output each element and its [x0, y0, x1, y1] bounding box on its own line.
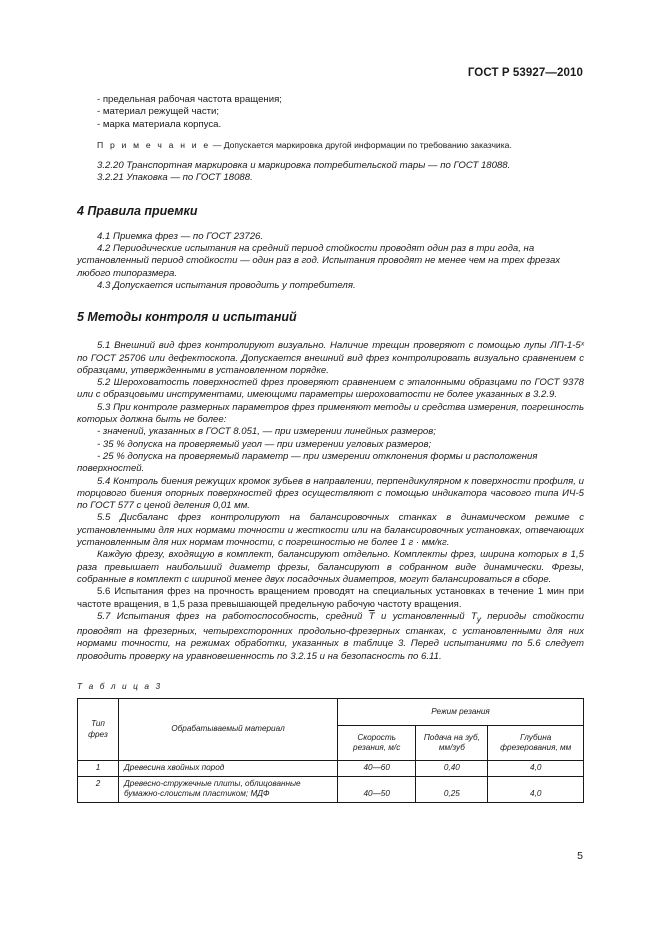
- section-4-title: 4 Правила приемки: [77, 203, 198, 218]
- clause-4-1: 4.1 Приемка фрез — по ГОСТ 23726.: [97, 230, 264, 242]
- cell-material: Древесина хвойных пород: [119, 761, 338, 777]
- clause-3-2-21: 3.2.21 Упаковка — по ГОСТ 18088.: [97, 172, 253, 184]
- cutting-modes-table: [77, 698, 584, 803]
- list-item: - значений, указанных в ГОСТ 8.051, — при измерении линейных размеров;: [97, 426, 436, 438]
- cell-feed: 0,40: [416, 761, 488, 777]
- standard-header: ГОСТ Р 53927—2010: [467, 67, 583, 79]
- col-header-feed: Подача на зуб, мм/зуб: [416, 726, 488, 761]
- mean-period-symbol: $\overline{T}$: [368, 610, 375, 622]
- note-label: П р и м е ч а н и е: [97, 139, 211, 150]
- subscript-y: y: [476, 614, 481, 624]
- col-header-material: Обрабатываемый материал: [119, 699, 338, 761]
- list-item: - предельная рабочая частота вращения;: [97, 94, 282, 105]
- table-row: [78, 776, 584, 802]
- col-header-mode: Режим резания: [338, 699, 584, 726]
- clause-4-2: 4.2 Периодические испытания на средний период стойкости проводят один раз в три года, на установленный период стойкости — один раз в год. Испытания проводят не менее чем на трех фрезах любого типоразмера.: [77, 243, 561, 279]
- list-item: - 25 % допуска на проверяемый параметр — при измерении отклонения формы и расположения поверхностей.: [77, 450, 538, 475]
- clause-5-5: 5.5 Дисбаланс фрез контролируют на балансировочных станках в динамическом режиме с установленными для них нормами точности и жесткости или на балансировочных установках, отвечающих установленным для них нормам точности, с погрешностью не более 1 г · мм/кг.: [77, 512, 584, 549]
- clause-5-7-part: и установленный T: [374, 610, 477, 622]
- page-content: [77, 94, 584, 803]
- table-row: [78, 761, 584, 777]
- col-header-speed: Скорость резания, м/с: [338, 726, 416, 761]
- cell-depth: 4,0: [488, 761, 584, 777]
- clause-5-2: 5.2 Шероховатость поверхностей фрез проверяют сравнением с эталонными образцами по ГОСТ 9378 или с образцовыми инструментами, имеющими параметры шероховатости не более указанных в 3.2.9.: [77, 377, 584, 401]
- clause-3-2-20: 3.2.20 Транспортная маркировка и маркировка потребительской тары — по ГОСТ 18088.: [97, 160, 511, 172]
- list-item: - материал режущей части;: [97, 106, 220, 118]
- table-caption: Т а б л и ц а 3: [77, 680, 163, 691]
- cell-speed: 40—60: [338, 761, 416, 777]
- cell-depth: 4,0: [488, 776, 584, 802]
- clause-5-5-balancing: Каждую фрезу, входящую в комплект, балансируют отдельно. Комплекты фрез, ширина которых в 1,5 раза превышает наибольший диаметр фрезы, балансируют в собранном виде динамически. Фрезы, собранные в комплект с шириной менее двух посадочных диаметров, могут балансироваться в сборе.: [77, 549, 584, 585]
- note-text: — Допускается маркировка другой информации по требованию заказчика.: [210, 139, 512, 150]
- clause-5-4: 5.4 Контроль биения режущих кромок зубьев в направлении, перпендикулярном к поверхности профиля, и торцового биения опорных поверхностей фрез осуществляют с помощью индикатора часового типа ИЧ-5 по ГОСТ 577 с ценой деления 0,01 мм.: [77, 475, 584, 512]
- cell-type: 1: [78, 761, 119, 777]
- clause-4-3: 4.3 Допускается испытания проводить у потребителя.: [97, 279, 356, 291]
- clause-5-7-part: 5.7 Испытания фрез на работоспособность, средний: [97, 610, 369, 622]
- cell-speed: 40—50: [338, 776, 416, 802]
- cell-feed: 0,25: [416, 776, 488, 802]
- clause-5-1: 5.1 Внешний вид фрез контролируют визуально. Наличие трещин проверяют с помощью лупы ЛП-1-5ˣ по ГОСТ 25706 или дефектоскопа. Допускается внешний вид фрез контролировать визуально сравнением с образцами, утвержденными в установленном порядке.: [77, 340, 584, 376]
- clause-5-6: 5.6 Испытания фрез на прочность вращением проводят на специальных установках в течение 1 мин при частоте вращения, в 1,5 раза превышающей предельную рабочую частоту вращения.: [77, 586, 584, 610]
- note: [77, 139, 584, 151]
- clause-5-7-part: периоды стойкости проводят на фрезерных, четырехсторонних продольно-фрезерных станках, с установленными для них нормами точности, на режимах обработки, указанных в таблице 3. Перед испытаниями по 5.6 следует проводить проверку на уравновешенность по 3.2.15 и на безопасность по 6.11.: [77, 610, 584, 662]
- cell-type: 2: [78, 776, 119, 802]
- page-number: 5: [577, 850, 583, 862]
- list-item: - 35 % допуска на проверяемый угол — при измерении угловых размеров;: [97, 438, 432, 450]
- cell-material: Древесно-стружечные плиты, облицованные бумажно-слоистым пластиком; МДФ: [119, 776, 338, 802]
- col-header-depth: Глубина фрезерования, мм: [488, 726, 584, 761]
- list-item: - марка материала корпуса.: [97, 118, 222, 130]
- clause-5-7: [77, 611, 584, 663]
- clause-5-3: 5.3 При контроле размерных параметров фрез применяют методы и средства измерения, погрешность которых должна быть не более:: [77, 401, 584, 426]
- col-header-type: Тип фрез: [78, 699, 119, 761]
- section-5-title: 5 Методы контроля и испытаний: [77, 310, 297, 325]
